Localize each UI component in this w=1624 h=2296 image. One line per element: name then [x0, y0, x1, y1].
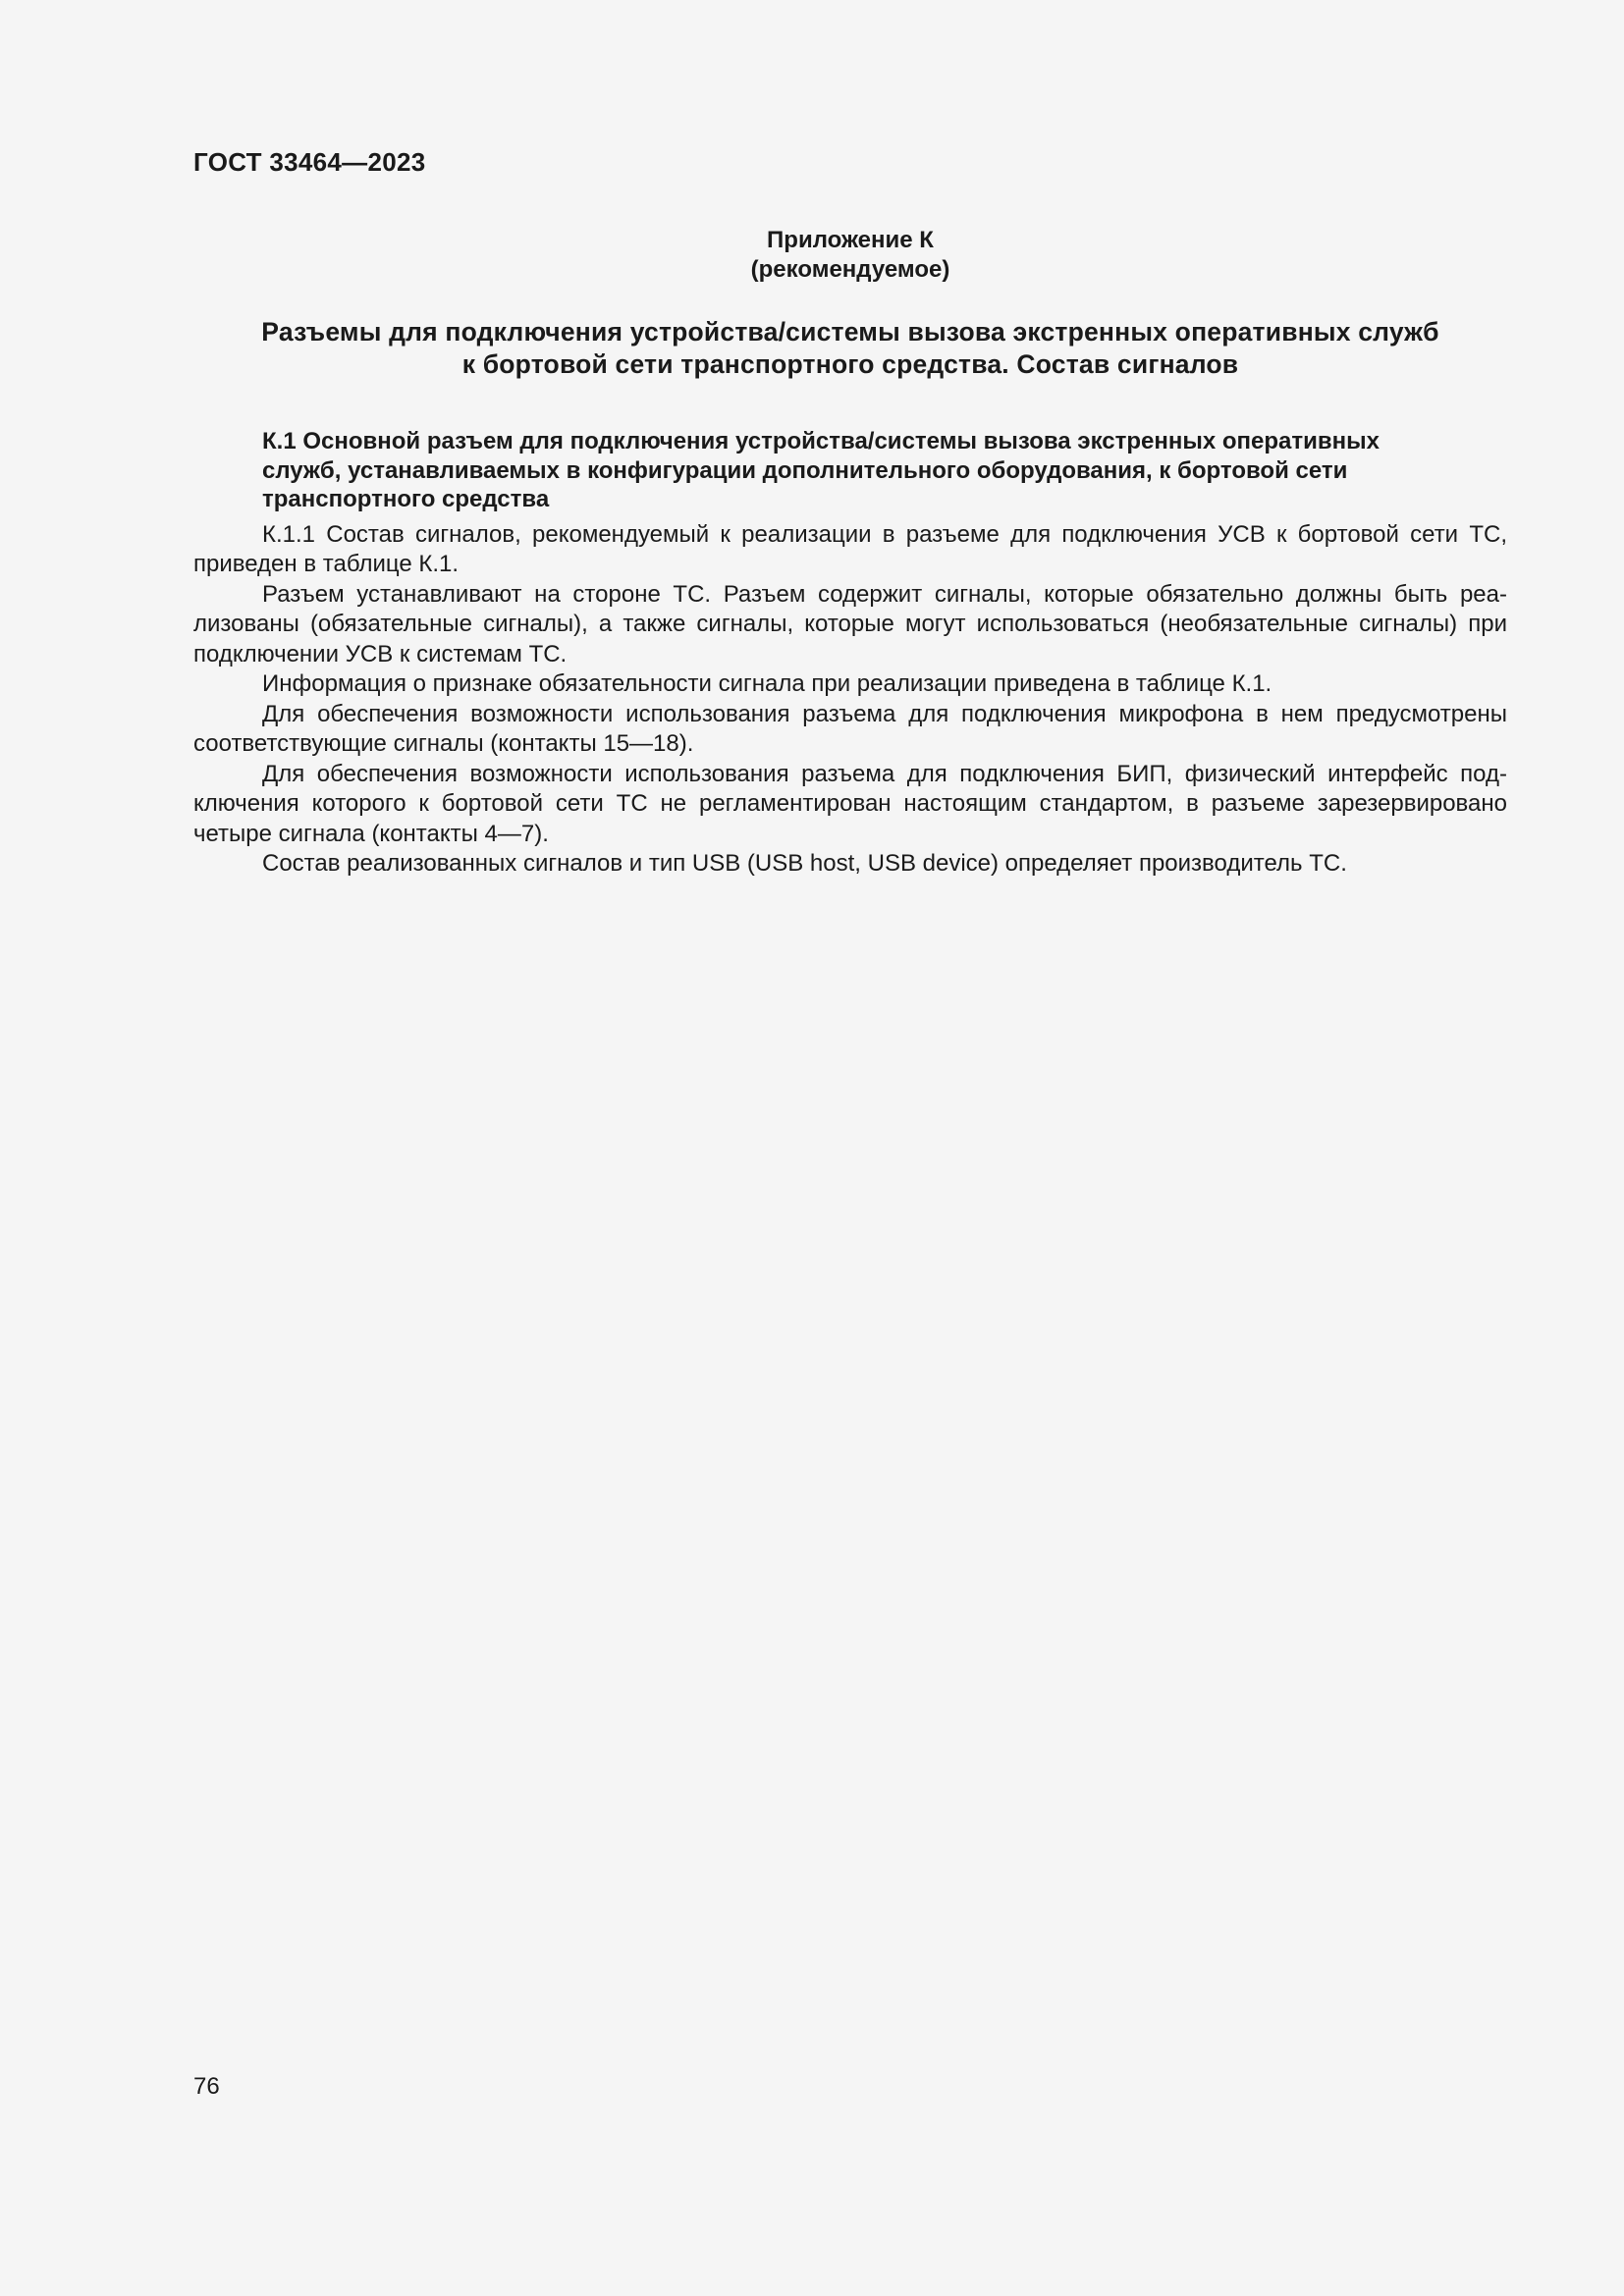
- appendix-title: [193, 316, 1507, 381]
- paragraph: Для обеспечения возможности использования разъема для подключения микрофона в нем предусмотрены соответствующие сигналы (контакты 15—18).: [193, 700, 1507, 757]
- section-k1: [193, 427, 1507, 880]
- standard-id: ГОСТ 33464—2023: [193, 147, 426, 177]
- section-body: [193, 520, 1507, 880]
- appendix-title-line-1: Разъемы для подключения устройства/системы вызова экстренных оперативных служб: [261, 317, 1439, 347]
- paragraph: Информация о признаке обязательности сигнала при реализации приведена в таблице К.1.: [262, 670, 1272, 697]
- paragraph: Состав реализованных сигналов и тип USB (USB host, USB device) определяет производитель ТС.: [262, 850, 1347, 877]
- paragraph: Разъем устанавливают на стороне ТС. Разъем содержит сигналы, которые обязательно должны быть реализованы (обязательные сигналы), а также сигналы, которые могут использоваться (необязательные сигналы) при подключении УСВ к системам ТС.: [193, 580, 1507, 667]
- appendix-status: (рекомендуемое): [750, 256, 950, 283]
- page-number: 76: [193, 2073, 220, 2100]
- appendix-title-line-2: к бортовой сети транспортного средства. Состав сигналов: [461, 349, 1239, 379]
- section-heading: К.1 Основной разъем для подключения устройства/системы вызова экстренных оперативных служб, устанавливаемых в конфигурации дополнительного оборудования, к бортовой сети транспортного средства: [262, 428, 1380, 512]
- paragraph: Для обеспечения возможности использования разъема для подключения БИП, физический интерфейс подключения которого к бортовой сети ТС не регламентирован настоящим стандартом, в разъеме зарезервировано четыре сигнала (контакты 4—7).: [193, 760, 1507, 847]
- appendix-label: Приложение К: [767, 227, 934, 253]
- paragraph: К.1.1 Состав сигналов, рекомендуемый к реализации в разъеме для подключения УСВ к бортовой сети ТС, приведен в таблице К.1.: [193, 520, 1507, 577]
- appendix-label-block: [193, 226, 1507, 285]
